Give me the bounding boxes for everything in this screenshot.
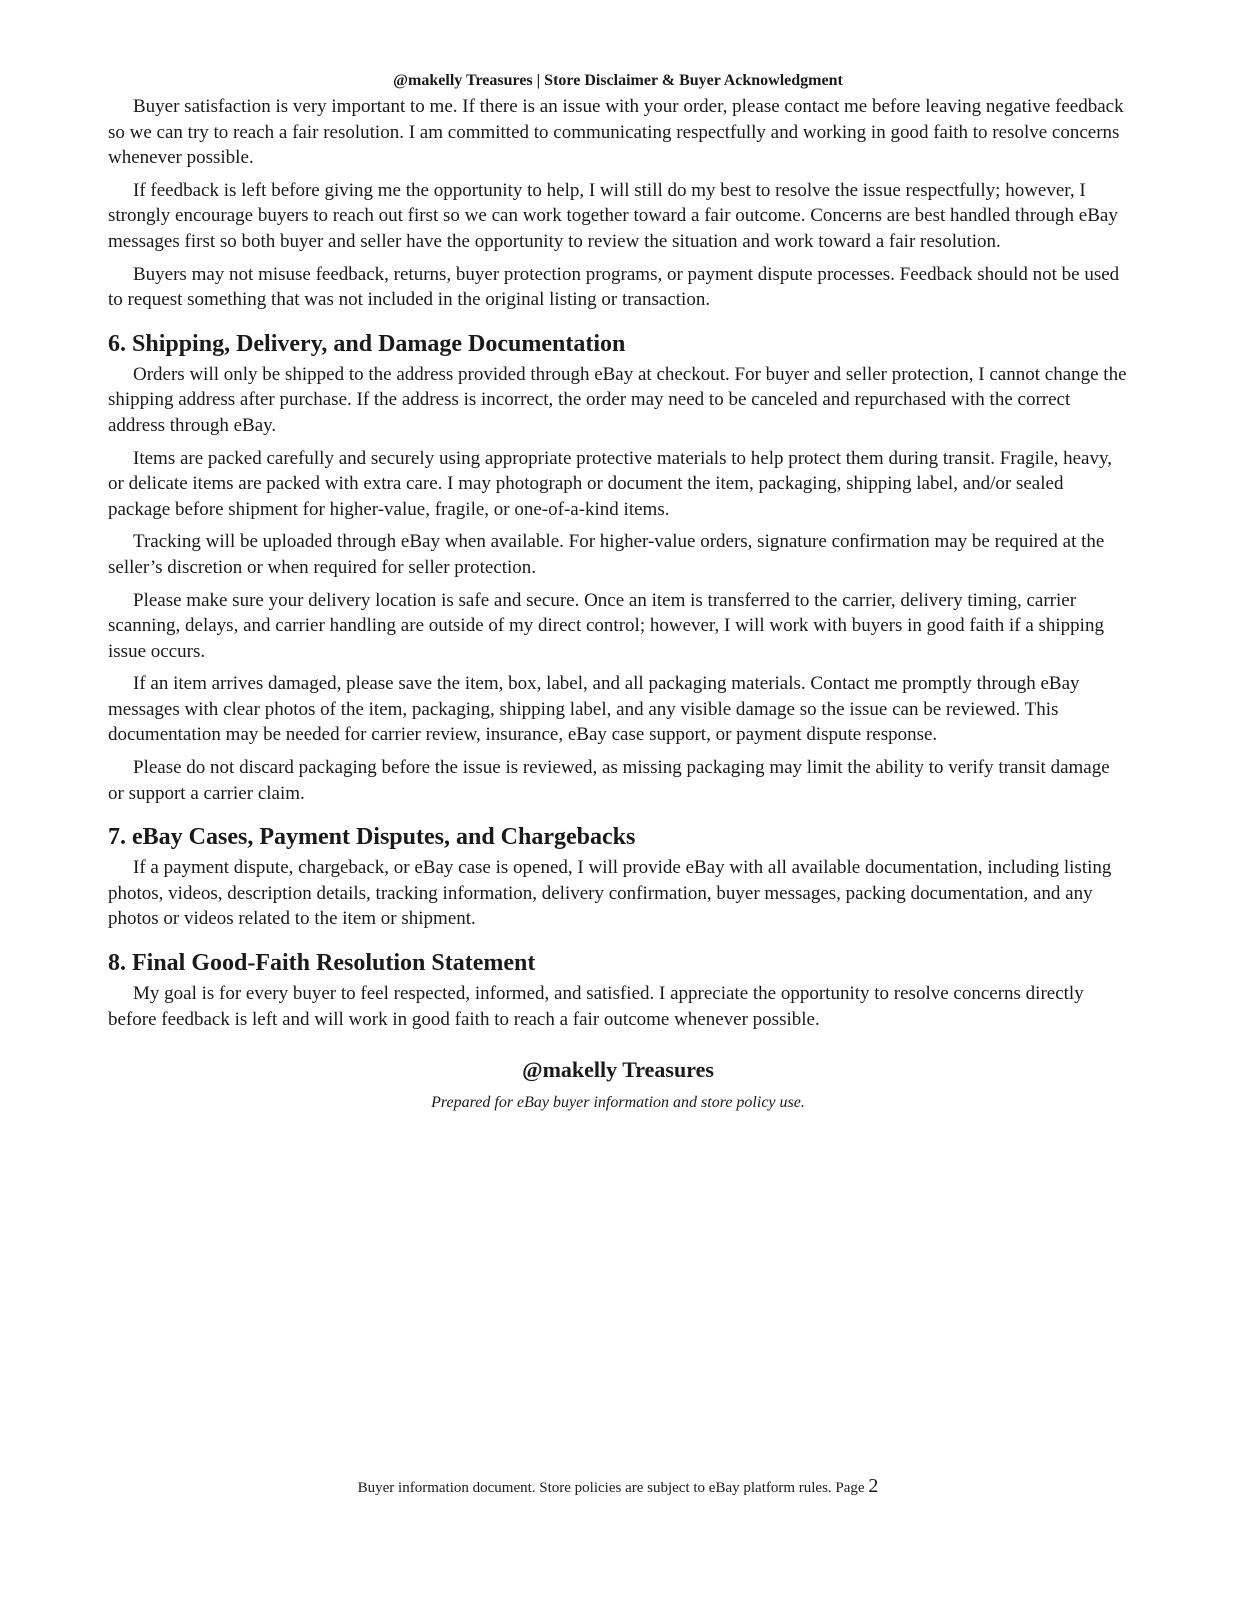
intro-paragraph: Buyer satisfaction is very important to me. If there is an issue with your order, please contact me before leaving negative feedback so we can try to reach a fair resolution. I am committed to communicating respectfully and working in good faith to resolve concerns whenever possible. [108, 96, 1124, 169]
section-paragraph: Please do not discard packaging before the issue is reviewed, as missing packaging may limit the ability to verify transit damage or support a carrier claim. [108, 757, 1110, 804]
section-shipping [108, 329, 1128, 807]
intro-paragraph: Buyers may not misuse feedback, returns, buyer protection programs, or payment dispute processes. Feedback should not be used to request something that was not included in the original listing or transaction. [108, 263, 1120, 311]
signoff-name: @makelly Treasures [522, 1057, 714, 1083]
section-cases-disputes [108, 822, 1128, 932]
intro-paragraph: If feedback is left before giving me the opportunity to help, I will still do my best to resolve the issue respectfully; however, I strongly encourage buyers to reach out first so we can work together toward a fair outcome. Concerns are best handled through eBay messages first so both buyer and seller have the opportunity to review the situation and work toward a fair resolution. [108, 179, 1118, 252]
document-page [108, 70, 1128, 1114]
section-heading: 8. Final Good-Faith Resolution Statement [108, 950, 536, 977]
section-paragraph: My goal is for every buyer to feel respected, informed, and satisfied. I appreciate the opportunity to resolve concerns directly before feedback is left and will work in good faith to reach a fair outcome whenever possible. [108, 983, 1084, 1030]
page-footer [0, 1474, 1236, 1500]
section-heading: 7. eBay Cases, Payment Disputes, and Chargebacks [108, 824, 636, 851]
footer-text: Buyer information document. Store policies are subject to eBay platform rules. Page [357, 1480, 865, 1496]
section-paragraph: Tracking will be uploaded through eBay when available. For higher-value orders, signature confirmation may be required at the seller’s discretion or when required for seller protection. [108, 531, 1105, 578]
section-final-statement [108, 948, 1128, 1032]
page-number: 2 [868, 1475, 879, 1497]
section-paragraph: Orders will only be shipped to the address provided through eBay at checkout. For buyer and seller protection, I cannot change the shipping address after purchase. If the address is incorrect, the order may need to be canceled and repurchased with the correct address through eBay. [108, 363, 1127, 436]
section-paragraph: If an item arrives damaged, please save the item, box, label, and all packaging materials. Contact me promptly through eBay messages with clear photos of the item, packaging, shipping label, and any visible damage so the issue can be reviewed. This documentation may be needed for carrier review, insurance, eBay case support, or payment dispute response. [108, 673, 1080, 746]
signoff-note: Prepared for eBay buyer information and store policy use. [431, 1094, 805, 1112]
section-paragraph: Please make sure your delivery location is safe and secure. Once an item is transferred to the carrier, delivery timing, carrier scanning, delays, and carrier handling are outside of my direct control; however, I will work with buyers in good faith if a shipping issue occurs. [108, 589, 1104, 662]
section-heading: 6. Shipping, Delivery, and Damage Documentation [108, 330, 626, 357]
section-paragraph: If a payment dispute, chargeback, or eBay case is opened, I will provide eBay with all available documentation, including listing photos, videos, description details, tracking information, delivery confirmation, buyer messages, packing documentation, and any photos or videos related to the item or shipment. [108, 857, 1112, 930]
section-paragraph: Items are packed carefully and securely using appropriate protective materials to help protect them during transit. Fragile, heavy, or delicate items are packed with extra care. I may photograph or document the item, packaging, shipping label, and/or sealed package before shipment for higher-value, fragile, or one-of-a-kind items. [108, 447, 1113, 520]
running-header: @makelly Treasures | Store Disclaimer & Buyer Acknowledgment [393, 72, 843, 89]
